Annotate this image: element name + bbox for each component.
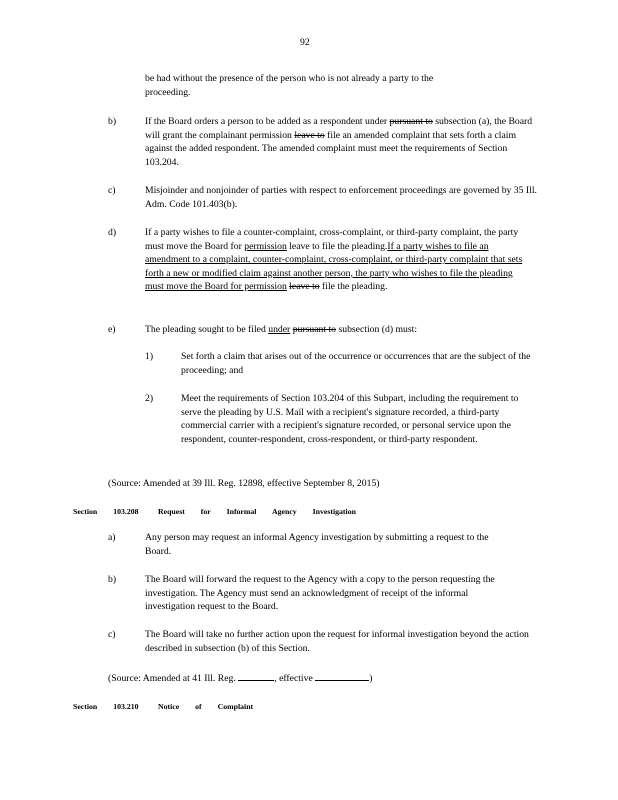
item-label: c) — [108, 629, 116, 640]
text-span: file the pleading. — [322, 281, 388, 293]
intro-paragraph — [145, 72, 525, 99]
item-label: b) — [108, 116, 117, 127]
source-text: , effective — [274, 673, 313, 684]
inserted-text: permission — [244, 240, 287, 252]
paragraph-c: Misjoinder and nonjoinder of parties with respect to enforcement proceedings are governed by 35 Ill. Adm. Code 101.403(b). — [145, 185, 537, 210]
source-text: ) — [369, 673, 373, 684]
paragraph-208b: The Board will forward the request to the Agency with a copy to the person requesting the investigation. The Agency must send an acknowledgment of receipt of the informal investigation request to the Board. — [145, 574, 495, 613]
intro-line: be had without the presence of the person who is not already a party to the — [145, 73, 434, 84]
intro-line: proceeding. — [145, 86, 191, 98]
text-span: The pleading sought to be filed — [145, 324, 266, 335]
paragraph-b — [145, 115, 535, 169]
struck-text: leave to — [289, 281, 320, 293]
page-number: 92 — [300, 37, 310, 48]
blank-line — [315, 670, 369, 681]
item-label: a) — [108, 532, 116, 543]
struck-text: pursuant to — [389, 116, 433, 127]
subitem-label: 1) — [145, 351, 154, 362]
blank-line — [238, 670, 274, 681]
paragraph-208c: The Board will take no further action upon the request for informal investigation beyond the action described in subsection (b) of this Section. — [145, 629, 529, 654]
subitem-1: Set forth a claim that arises out of the occurrence or occurrences that are the subject of the proceeding; and — [181, 351, 531, 376]
paragraph-d — [145, 226, 530, 294]
subitem-label: 2) — [145, 393, 154, 404]
inserted-text: If a party wishes to file an amendment to a complaint, counter-complaint, cross-complaint, or third-party complaint that sets forth a new or modified claim against another person, the party who wishes to file the pleading must move the Board for permission — [145, 240, 523, 293]
inserted-text: under — [268, 324, 291, 335]
struck-text: pursuant to — [292, 324, 337, 335]
text-span: subsection (a), the Board will grant the complainant permission — [145, 116, 533, 141]
section-title: Notice of Complaint — [158, 702, 254, 711]
subitem-2: Meet the requirements of Section 103.204 of this Subpart, including the requirement to serve the pleading by U.S. Mail with a recipient's signature recorded, a third-party commercial carrier with a recipient's signature recorded, or personal service upon the respondent, counter-respondent, cross-respondent, or third-party respondent. — [181, 393, 519, 445]
source-text: (Source: Amended at 41 Ill. Reg. — [108, 673, 236, 684]
text-span: subsection (d) must: — [338, 324, 418, 335]
paragraph-208a: Any person may request an informal Agency investigation by submitting a request to the Board. — [145, 532, 489, 557]
item-label: d) — [108, 227, 117, 238]
section-number: Section 103.208 — [73, 507, 139, 516]
item-label: c) — [108, 185, 116, 196]
paragraph-e — [145, 323, 530, 337]
text-span: If the Board orders a person to be added as a respondent under — [145, 116, 388, 127]
item-label: b) — [108, 574, 117, 585]
item-label: e) — [108, 324, 116, 335]
section-title: Request for Informal Agency Investigation — [158, 507, 356, 516]
text-span: leave to file the pleading. — [289, 240, 388, 252]
source-note: (Source: Amended at 39 Ill. Reg. 12898, effective September 8, 2015) — [108, 478, 380, 489]
text-span: file an amended complaint that sets forth a claim against the added respondent. The amended complaint must meet the requirements of Section 103.204. — [145, 129, 516, 168]
text-span: If a party wishes to file a counter-complaint, cross-complaint, or third-party complaint, the party must move the Board for — [145, 227, 519, 252]
source-note — [108, 670, 372, 686]
struck-text: leave to — [294, 129, 325, 141]
section-number: Section 103.210 — [73, 702, 139, 711]
